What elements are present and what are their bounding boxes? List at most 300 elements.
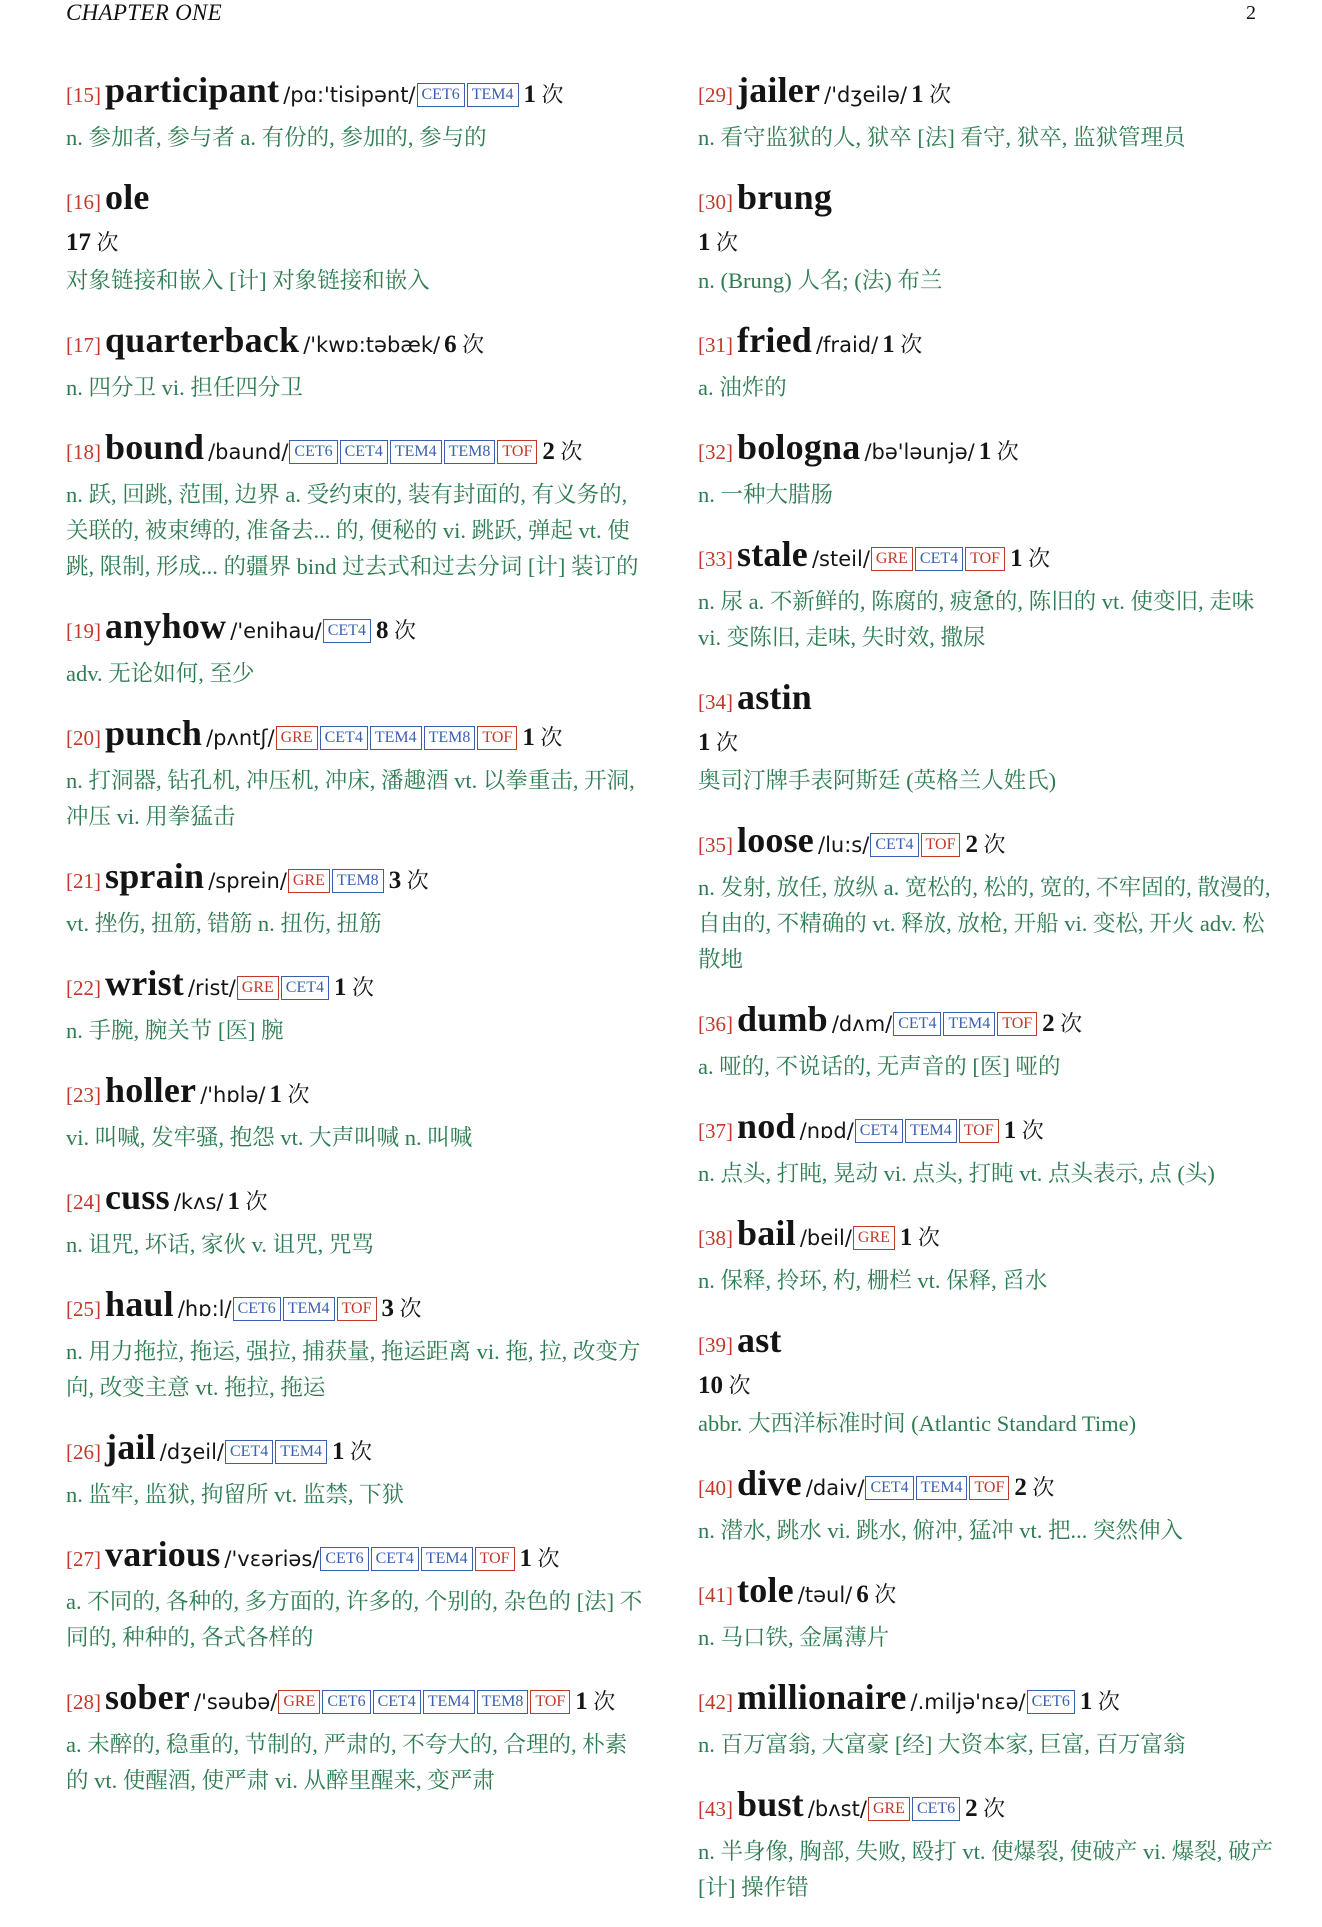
count-number: 2 xyxy=(542,438,555,465)
count-suffix: 次 xyxy=(462,332,485,357)
exam-tag: TEM4 xyxy=(905,1119,957,1143)
headword: brung xyxy=(737,177,833,217)
exam-tag: GRE xyxy=(278,1690,320,1714)
exam-tag: TOF xyxy=(477,726,517,750)
entry-head xyxy=(66,1177,644,1225)
count-number: 6 xyxy=(444,331,457,358)
headword: bologna xyxy=(737,427,861,467)
entry xyxy=(698,1320,1276,1442)
occurrence-count xyxy=(66,230,119,255)
exam-tag: TOF xyxy=(965,547,1005,571)
entry xyxy=(66,1177,644,1263)
entry-number: [36] xyxy=(698,1012,733,1036)
entry xyxy=(66,856,644,942)
exam-tag: GRE xyxy=(288,869,330,893)
definition: n. 尿 a. 不新鲜的, 陈腐的, 疲惫的, 陈旧的 vt. 使变旧, 走味 vi. 变陈旧, 走味, 失时效, 撒尿 xyxy=(698,589,1255,650)
entry-head xyxy=(698,1677,1276,1725)
exam-tag: TEM4 xyxy=(916,1476,968,1500)
occurrence-count xyxy=(882,332,922,357)
definition: n. 保释, 拎环, 杓, 栅栏 vt. 保释, 舀水 xyxy=(698,1268,1048,1293)
entry-head xyxy=(66,320,644,368)
headword: loose xyxy=(737,820,814,860)
count-number: 1 xyxy=(698,729,711,756)
entry-number: [41] xyxy=(698,1583,733,1607)
occurrence-count xyxy=(270,1082,310,1107)
count-suffix: 次 xyxy=(541,82,564,107)
headword: dumb xyxy=(737,999,828,1039)
exam-tag: TOF xyxy=(921,833,961,857)
exam-tag: TEM4 xyxy=(283,1297,335,1321)
definition: abbr. 大西洋标准时间 (Atlantic Standard Time) xyxy=(698,1411,1137,1436)
count-number: 2 xyxy=(1042,1010,1055,1037)
exam-tag: CET4 xyxy=(371,1547,419,1571)
phonetic: /daiv/ xyxy=(805,1476,865,1500)
entry-number: [43] xyxy=(698,1797,733,1821)
entry-number: [37] xyxy=(698,1119,733,1143)
phonetic: /'vɛəriəs/ xyxy=(224,1547,320,1571)
count-line xyxy=(698,225,1276,261)
definition: n. 潜水, 跳水 vi. 跳水, 俯冲, 猛冲 vt. 把... 突然伸入 xyxy=(698,1518,1184,1543)
count-suffix: 次 xyxy=(245,1189,268,1214)
entry xyxy=(698,177,1276,299)
occurrence-count xyxy=(542,439,582,464)
headword: various xyxy=(105,1534,221,1574)
entry-number: [26] xyxy=(66,1440,101,1464)
exam-tag: GRE xyxy=(871,547,913,571)
exam-tag: CET4 xyxy=(323,619,371,643)
count-number: 1 xyxy=(269,1081,283,1108)
count-number: 3 xyxy=(388,867,402,894)
headword: ole xyxy=(105,177,150,217)
phonetic: /dʒeil/ xyxy=(159,1440,224,1464)
occurrence-count xyxy=(965,832,1005,857)
phonetic: /'səubə/ xyxy=(194,1690,278,1714)
entry xyxy=(698,677,1276,799)
occurrence-count xyxy=(965,1796,1005,1821)
definition: n. 诅咒, 坏话, 家伙 v. 诅咒, 咒骂 xyxy=(66,1232,374,1257)
entry-head xyxy=(66,1284,644,1332)
entry-head xyxy=(66,427,644,475)
entry xyxy=(698,1213,1276,1299)
count-number: 2 xyxy=(1014,1474,1027,1501)
headword: bust xyxy=(737,1784,804,1824)
entry-head xyxy=(698,70,1276,118)
entry-number: [31] xyxy=(698,333,733,357)
entry xyxy=(698,820,1276,978)
occurrence-count xyxy=(332,1439,372,1464)
phonetic: /nɒd/ xyxy=(799,1119,854,1143)
phonetic: /kʌs/ xyxy=(173,1190,224,1214)
count-number: 1 xyxy=(522,724,535,751)
exam-tag: CET4 xyxy=(855,1119,903,1143)
definition: a. 未醉的, 稳重的, 节制的, 严肃的, 不夸大的, 合理的, 朴素的 vt. 使醒酒, 使严肃 vi. 从醉里醒来, 变严肃 xyxy=(66,1732,628,1793)
entry xyxy=(698,1677,1276,1763)
count-suffix: 次 xyxy=(350,1439,373,1464)
occurrence-count xyxy=(389,868,429,893)
headword: participant xyxy=(105,70,280,110)
phonetic: /'enihau/ xyxy=(230,619,322,643)
exam-tag: TEM4 xyxy=(943,1012,995,1036)
definition: a. 哑的, 不说话的, 无声音的 [医] 哑的 xyxy=(698,1054,1061,1079)
count-suffix: 次 xyxy=(1028,546,1051,571)
entry-number: [21] xyxy=(66,869,101,893)
phonetic: /'dʒeilə/ xyxy=(824,83,908,107)
occurrence-count xyxy=(911,82,951,107)
phonetic: /dʌm/ xyxy=(831,1012,893,1036)
entry-head xyxy=(66,177,644,225)
count-number: 2 xyxy=(965,1795,978,1822)
entry-number: [35] xyxy=(698,833,733,857)
phonetic: /.miljə'nɛə/ xyxy=(910,1690,1026,1714)
occurrence-count xyxy=(698,1373,751,1398)
entry-number: [33] xyxy=(698,547,733,571)
exam-tag: CET6 xyxy=(322,1690,370,1714)
headword: ast xyxy=(737,1320,782,1360)
chapter-title: CHAPTER ONE xyxy=(66,0,222,25)
count-line xyxy=(66,225,644,261)
count-number: 3 xyxy=(381,1295,394,1322)
definition: n. 一种大腊肠 xyxy=(698,482,834,507)
headword: jailer xyxy=(737,70,821,110)
count-suffix: 次 xyxy=(1021,1118,1044,1143)
definition: a. 油炸的 xyxy=(698,375,787,400)
entry-number: [39] xyxy=(698,1333,733,1357)
phonetic: /təul/ xyxy=(797,1583,853,1607)
definition: n. 用力拖拉, 拖运, 强拉, 捕获量, 拖运距离 vi. 拖, 拉, 改变方向, 改变主意 vt. 拖拉, 拖运 xyxy=(66,1339,641,1400)
page-number: 2 xyxy=(1246,2,1256,24)
entry-head xyxy=(698,1463,1276,1511)
entry-head xyxy=(66,1070,644,1118)
headword: holler xyxy=(105,1070,197,1110)
entry-number: [17] xyxy=(66,333,101,357)
count-suffix: 次 xyxy=(929,82,952,107)
count-suffix: 次 xyxy=(287,1082,310,1107)
entry-number: [32] xyxy=(698,440,733,464)
exam-tag: GRE xyxy=(276,726,318,750)
count-line xyxy=(698,725,1276,761)
entry-head xyxy=(66,856,644,904)
definition: n. 监牢, 监狱, 拘留所 vt. 监禁, 下狱 xyxy=(66,1482,405,1507)
entry xyxy=(698,1106,1276,1192)
exam-tag: TEM4 xyxy=(275,1440,327,1464)
entry-head xyxy=(66,606,644,654)
exam-tag: CET6 xyxy=(320,1547,368,1571)
occurrence-count xyxy=(856,1582,896,1607)
entry-head xyxy=(698,1784,1276,1832)
entry xyxy=(66,1534,644,1656)
exam-tag: CET6 xyxy=(417,83,465,107)
entry xyxy=(698,999,1276,1085)
entry-number: [18] xyxy=(66,440,101,464)
definition: n. 四分卫 vi. 担任四分卫 xyxy=(66,375,303,400)
occurrence-count xyxy=(522,725,562,750)
phonetic: /beil/ xyxy=(799,1226,852,1250)
exam-tag: TOF xyxy=(337,1297,377,1321)
definition: n. 半身像, 胸部, 失败, 殴打 vt. 使爆裂, 使破产 vi. 爆裂, 破产 [计] 操作错 xyxy=(698,1839,1274,1900)
count-number: 6 xyxy=(856,1581,869,1608)
headword: millionaire xyxy=(737,1677,907,1717)
entry-head xyxy=(698,177,1276,225)
count-number: 1 xyxy=(227,1188,241,1215)
count-suffix: 次 xyxy=(1032,1475,1055,1500)
definition: vi. 叫喊, 发牢骚, 抱怨 vt. 大声叫喊 n. 叫喊 xyxy=(66,1125,473,1150)
exam-tag: CET4 xyxy=(893,1012,941,1036)
exam-tag: TEM4 xyxy=(467,83,519,107)
phonetic: /lu:s/ xyxy=(818,833,870,857)
count-suffix: 次 xyxy=(1060,1011,1083,1036)
exam-tag: GRE xyxy=(237,976,279,1000)
phonetic: /pʌntʃ/ xyxy=(206,726,275,750)
exam-tag: TEM4 xyxy=(370,726,422,750)
definition: 奥司汀牌手表阿斯廷 (英格兰人姓氏) xyxy=(698,768,1057,793)
phonetic: /sprein/ xyxy=(208,869,287,893)
occurrence-count xyxy=(228,1189,268,1214)
count-number: 1 xyxy=(1079,1688,1093,1715)
exam-tag: CET4 xyxy=(225,1440,273,1464)
entry-head xyxy=(698,320,1276,368)
entry-number: [15] xyxy=(66,83,101,107)
occurrence-count xyxy=(382,1296,422,1321)
entry-number: [34] xyxy=(698,690,733,714)
entry-number: [25] xyxy=(66,1297,101,1321)
entry-number: [16] xyxy=(66,190,101,214)
definition: n. 跃, 回跳, 范围, 边界 a. 受约束的, 装有封面的, 有义务的, 关联的, 被束缚的, 准备去... 的, 便秘的 vi. 跳跃, 弹起 vt. 使跳, 限制, 形成... 的疆界 bind 过去式和过去分词 [计] 装订的 xyxy=(66,482,639,579)
entry xyxy=(698,1784,1276,1906)
headword: sober xyxy=(105,1677,190,1717)
entry-number: [40] xyxy=(698,1476,733,1500)
count-number: 2 xyxy=(965,831,978,858)
exam-tag: TEM4 xyxy=(423,1690,475,1714)
entry xyxy=(66,963,644,1049)
exam-tag: CET6 xyxy=(912,1797,960,1821)
entry xyxy=(66,1070,644,1156)
entry-number: [29] xyxy=(698,83,733,107)
entry xyxy=(698,427,1276,513)
entry-head xyxy=(698,1106,1276,1154)
entry xyxy=(698,1570,1276,1656)
exam-tag: CET6 xyxy=(289,440,337,464)
headword: cuss xyxy=(105,1177,170,1217)
phonetic: /bə'ləunjə/ xyxy=(864,440,975,464)
headword: haul xyxy=(105,1284,174,1324)
occurrence-count xyxy=(979,439,1019,464)
exam-tag: CET4 xyxy=(340,440,388,464)
phonetic: /'hɒlə/ xyxy=(200,1083,266,1107)
count-suffix: 次 xyxy=(352,975,375,1000)
definition: n. 点头, 打盹, 晃动 vi. 点头, 打盹 vt. 点头表示, 点 (头) xyxy=(698,1161,1215,1186)
exam-tag: TEM8 xyxy=(332,869,384,893)
headword: stale xyxy=(737,534,808,574)
entry-head xyxy=(698,534,1276,582)
definition: n. 发射, 放任, 放纵 a. 宽松的, 松的, 宽的, 不牢固的, 散漫的, 自由的, 不精确的 vt. 释放, 放枪, 开船 vi. 变松, 开火 adv. 松散地 xyxy=(698,875,1271,972)
occurrence-count xyxy=(575,1689,615,1714)
count-number: 1 xyxy=(519,1545,533,1572)
entry-number: [38] xyxy=(698,1226,733,1250)
occurrence-count xyxy=(444,332,484,357)
count-line xyxy=(698,1368,1276,1404)
entry xyxy=(698,320,1276,406)
count-number: 1 xyxy=(911,81,924,108)
count-number: 1 xyxy=(1003,1117,1017,1144)
definition: a. 不同的, 各种的, 多方面的, 许多的, 个别的, 杂色的 [法] 不同的, 种种的, 各式各样的 xyxy=(66,1589,643,1650)
headword: quarterback xyxy=(105,320,300,360)
occurrence-count xyxy=(376,618,416,643)
definition: vt. 挫伤, 扭筋, 错筋 n. 扭伤, 扭筋 xyxy=(66,911,382,936)
definition: n. (Brung) 人名; (法) 布兰 xyxy=(698,268,943,293)
headword: dive xyxy=(737,1463,802,1503)
entry-head xyxy=(66,963,644,1011)
count-suffix: 次 xyxy=(399,1296,422,1321)
entry-number: [42] xyxy=(698,1690,733,1714)
occurrence-count xyxy=(1080,1689,1120,1714)
entry-head xyxy=(698,1570,1276,1618)
count-suffix: 次 xyxy=(96,230,119,255)
entry-number: [28] xyxy=(66,1690,101,1714)
entry-number: [23] xyxy=(66,1083,101,1107)
headword: wrist xyxy=(105,963,184,1003)
count-suffix: 次 xyxy=(393,618,416,643)
count-number: 1 xyxy=(332,1438,345,1465)
definition: n. 看守监狱的人, 狱卒 [法] 看守, 狱卒, 监狱管理员 xyxy=(698,125,1186,150)
count-number: 1 xyxy=(523,81,536,108)
phonetic: /bʌst/ xyxy=(807,1797,867,1821)
count-suffix: 次 xyxy=(983,832,1006,857)
count-number: 10 xyxy=(698,1372,723,1399)
count-suffix: 次 xyxy=(983,1796,1006,1821)
entry-head xyxy=(66,1677,644,1725)
entry-head xyxy=(66,713,644,761)
count-suffix: 次 xyxy=(406,868,429,893)
left-column xyxy=(66,70,644,1820)
entry xyxy=(66,606,644,692)
entry xyxy=(66,1284,644,1406)
entry-number: [24] xyxy=(66,1190,101,1214)
entry xyxy=(66,70,644,156)
entry xyxy=(66,320,644,406)
definition: n. 参加者, 参与者 a. 有份的, 参加的, 参与的 xyxy=(66,125,487,150)
entry-head xyxy=(698,677,1276,725)
count-number: 1 xyxy=(882,331,895,358)
occurrence-count xyxy=(520,1546,560,1571)
entry-head xyxy=(66,70,644,118)
phonetic: /pɑ:'tisipənt/ xyxy=(283,83,416,107)
count-number: 1 xyxy=(575,1688,588,1715)
entry xyxy=(698,70,1276,156)
occurrence-count xyxy=(900,1225,940,1250)
occurrence-count xyxy=(524,82,564,107)
headword: bail xyxy=(737,1213,796,1253)
occurrence-count xyxy=(1010,546,1050,571)
headword: fried xyxy=(737,320,812,360)
count-suffix: 次 xyxy=(593,1689,616,1714)
headword: anyhow xyxy=(105,606,227,646)
phonetic: /fraid/ xyxy=(815,333,879,357)
count-number: 1 xyxy=(334,974,347,1001)
entry-head xyxy=(698,820,1276,868)
entry xyxy=(698,1463,1276,1549)
exam-tag: CET4 xyxy=(865,1476,913,1500)
exam-tag: CET4 xyxy=(320,726,368,750)
headword: tole xyxy=(737,1570,794,1610)
occurrence-count xyxy=(1004,1118,1044,1143)
definition: n. 百万富翁, 大富豪 [经] 大资本家, 巨富, 百万富翁 xyxy=(698,1732,1186,1757)
phonetic: /hɒ:l/ xyxy=(177,1297,232,1321)
entry-number: [30] xyxy=(698,190,733,214)
count-number: 1 xyxy=(698,229,711,256)
definition: n. 打洞器, 钻孔机, 冲压机, 冲床, 潘趣酒 vt. 以拳重击, 开洞, 冲压 vi. 用拳猛击 xyxy=(66,768,635,829)
entry-head xyxy=(698,427,1276,475)
count-suffix: 次 xyxy=(540,725,563,750)
right-column xyxy=(698,70,1276,1927)
headword: nod xyxy=(737,1106,796,1146)
exam-tag: TEM8 xyxy=(477,1690,529,1714)
phonetic: /steil/ xyxy=(811,547,870,571)
occurrence-count xyxy=(1014,1475,1054,1500)
entry xyxy=(66,1677,644,1799)
count-number: 1 xyxy=(899,1224,913,1251)
count-suffix: 次 xyxy=(874,1582,897,1607)
count-number: 17 xyxy=(66,229,91,256)
entry xyxy=(66,1427,644,1513)
exam-tag: TEM4 xyxy=(421,1547,473,1571)
exam-tag: TOF xyxy=(969,1476,1009,1500)
count-suffix: 次 xyxy=(537,1546,560,1571)
headword: punch xyxy=(105,713,203,753)
count-suffix: 次 xyxy=(560,439,583,464)
exam-tag: CET6 xyxy=(233,1297,281,1321)
entry-head xyxy=(698,999,1276,1047)
count-suffix: 次 xyxy=(917,1225,940,1250)
count-suffix: 次 xyxy=(728,1373,751,1398)
exam-tag: TOF xyxy=(475,1547,515,1571)
entry xyxy=(66,177,644,299)
entry xyxy=(66,427,644,585)
definition: n. 手腕, 腕关节 [医] 腕 xyxy=(66,1018,284,1043)
exam-tag: TEM8 xyxy=(444,440,496,464)
headword: jail xyxy=(105,1427,156,1467)
count-suffix: 次 xyxy=(996,439,1019,464)
entry-head xyxy=(698,1213,1276,1261)
phonetic: /baund/ xyxy=(208,440,289,464)
exam-tag: TEM8 xyxy=(424,726,476,750)
exam-tag: GRE xyxy=(853,1226,895,1250)
exam-tag: CET4 xyxy=(373,1690,421,1714)
definition: n. 马口铁, 金属薄片 xyxy=(698,1625,890,1650)
occurrence-count xyxy=(698,230,738,255)
occurrence-count xyxy=(698,730,738,755)
exam-tag: TOF xyxy=(497,440,537,464)
exam-tag: TOF xyxy=(959,1119,999,1143)
phonetic: /'kwɒ:təbæk/ xyxy=(303,333,441,357)
definition: 对象链接和嵌入 [计] 对象链接和嵌入 xyxy=(66,268,430,293)
exam-tag: GRE xyxy=(868,1797,910,1821)
entry xyxy=(66,713,644,835)
exam-tag: CET4 xyxy=(915,547,963,571)
exam-tag: CET6 xyxy=(1027,1690,1075,1714)
definition: adv. 无论如何, 至少 xyxy=(66,661,255,686)
entry xyxy=(698,534,1276,656)
entry-head xyxy=(66,1534,644,1582)
exam-tag: TOF xyxy=(997,1012,1037,1036)
entry-number: [20] xyxy=(66,726,101,750)
occurrence-count xyxy=(1042,1011,1082,1036)
occurrence-count xyxy=(334,975,374,1000)
entry-head xyxy=(698,1320,1276,1368)
entry-number: [19] xyxy=(66,619,101,643)
count-suffix: 次 xyxy=(716,730,739,755)
headword: bound xyxy=(105,427,205,467)
count-suffix: 次 xyxy=(716,230,739,255)
